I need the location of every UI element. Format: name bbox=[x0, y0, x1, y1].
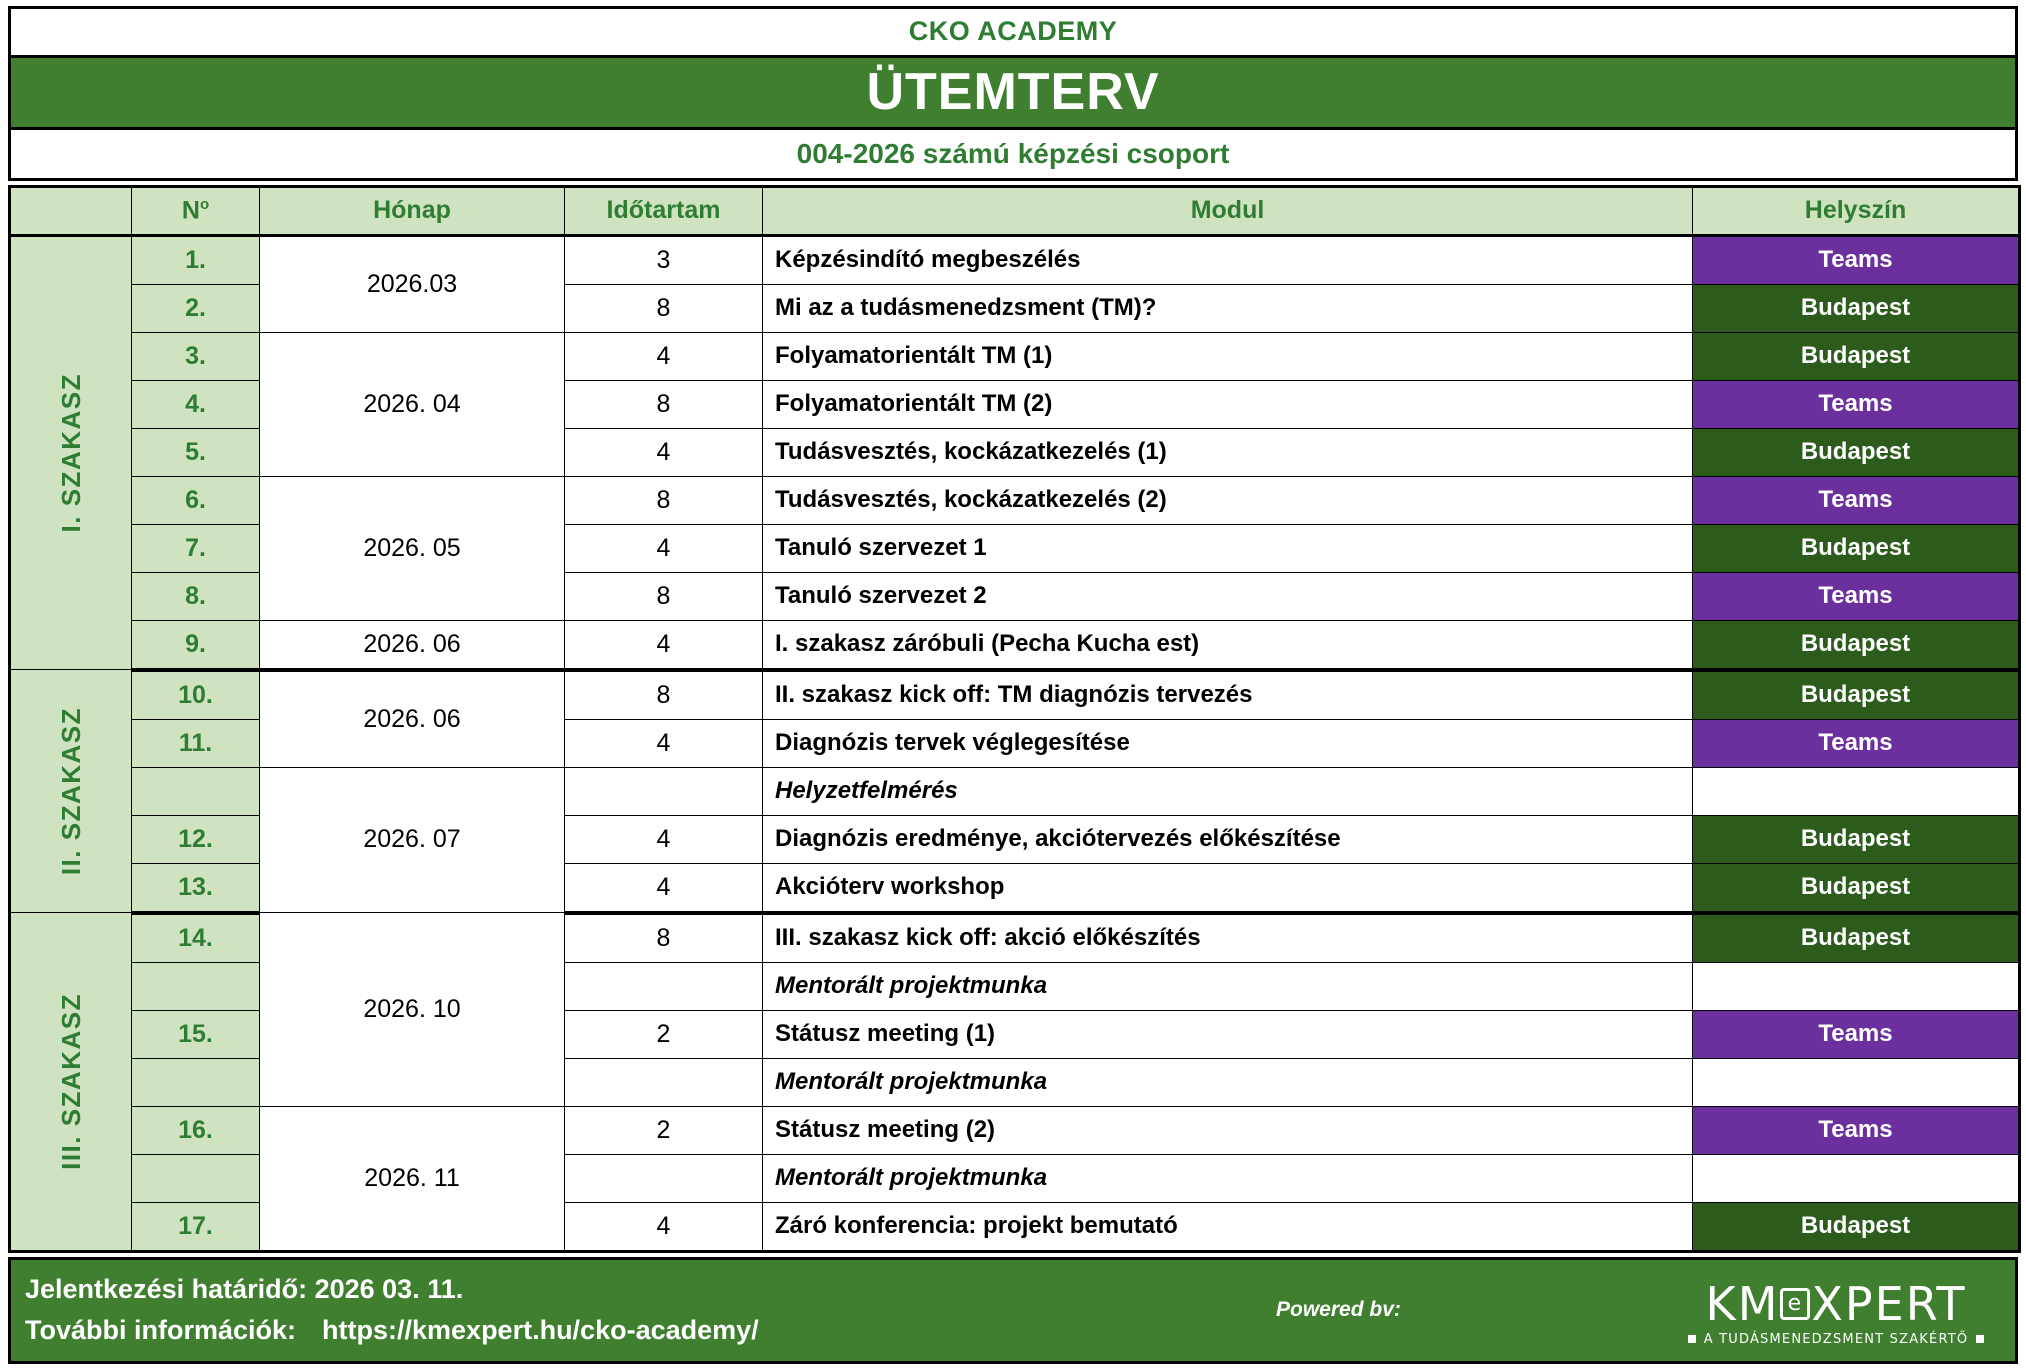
module-cell: Mentorált projektmunka bbox=[763, 1058, 1693, 1106]
square-bullet-right-icon bbox=[1976, 1335, 1984, 1343]
footer-band bbox=[8, 1257, 2018, 1364]
duration-cell: 4 bbox=[565, 620, 763, 670]
location-badge: Budapest bbox=[1693, 1202, 2020, 1251]
module-cell: Mi az a tudásmenedzsment (TM)? bbox=[763, 284, 1693, 332]
schedule-table bbox=[8, 185, 2021, 1253]
table-row bbox=[10, 767, 2020, 815]
duration-cell: 2 bbox=[565, 1010, 763, 1058]
row-number-cell bbox=[132, 1154, 260, 1202]
row-number-cell: 1. bbox=[132, 235, 260, 284]
column-header-phase bbox=[10, 186, 132, 235]
logo-part-1: KM bbox=[1705, 1276, 1780, 1331]
module-cell: Mentorált projektmunka bbox=[763, 962, 1693, 1010]
month-cell: 2026. 07 bbox=[260, 767, 565, 913]
duration-cell: 4 bbox=[565, 719, 763, 767]
location-badge bbox=[1693, 767, 2020, 815]
month-cell: 2026. 06 bbox=[260, 620, 565, 670]
location-badge: Budapest bbox=[1693, 815, 2020, 863]
duration-cell: 8 bbox=[565, 670, 763, 720]
month-cell: 2026. 06 bbox=[260, 670, 565, 768]
duration-cell bbox=[565, 962, 763, 1010]
phase-label-cell bbox=[10, 235, 132, 670]
row-number-cell: 14. bbox=[132, 913, 260, 963]
month-cell: 2026. 11 bbox=[260, 1106, 565, 1251]
row-number-cell: 5. bbox=[132, 428, 260, 476]
module-cell: Tanuló szervezet 2 bbox=[763, 572, 1693, 620]
module-cell: Helyzetfelmérés bbox=[763, 767, 1693, 815]
table-row bbox=[10, 620, 2020, 670]
phase-label-cell bbox=[10, 670, 132, 913]
row-number-cell: 3. bbox=[132, 332, 260, 380]
row-number-cell: 13. bbox=[132, 863, 260, 913]
module-cell: II. szakasz kick off: TM diagnózis tervezés bbox=[763, 670, 1693, 720]
subtitle-band bbox=[8, 130, 2018, 181]
row-number-cell: 15. bbox=[132, 1010, 260, 1058]
module-cell: I. szakasz záróbuli (Pecha Kucha est) bbox=[763, 620, 1693, 670]
duration-cell: 4 bbox=[565, 428, 763, 476]
row-number-cell: 10. bbox=[132, 670, 260, 720]
table-row bbox=[10, 235, 2020, 284]
module-cell: Folyamatorientált TM (2) bbox=[763, 380, 1693, 428]
location-badge: Budapest bbox=[1693, 284, 2020, 332]
phase-label: I. SZAKASZ bbox=[55, 373, 86, 533]
module-cell: Diagnózis tervek véglegesítése bbox=[763, 719, 1693, 767]
row-number-cell: 12. bbox=[132, 815, 260, 863]
row-number-cell: 2. bbox=[132, 284, 260, 332]
row-number-cell: 8. bbox=[132, 572, 260, 620]
table-row bbox=[10, 332, 2020, 380]
month-cell: 2026. 05 bbox=[260, 476, 565, 620]
month-cell: 2026. 10 bbox=[260, 913, 565, 1107]
location-badge: Teams bbox=[1693, 476, 2020, 524]
row-number-cell: 17. bbox=[132, 1202, 260, 1251]
row-number-cell bbox=[132, 962, 260, 1010]
table-row bbox=[10, 476, 2020, 524]
module-cell: Akcióterv workshop bbox=[763, 863, 1693, 913]
row-number-cell: 6. bbox=[132, 476, 260, 524]
powered-by-label: Powered bv: bbox=[1276, 1297, 1401, 1321]
month-cell: 2026. 04 bbox=[260, 332, 565, 476]
phase-label: II. SZAKASZ bbox=[55, 707, 86, 876]
location-badge: Teams bbox=[1693, 380, 2020, 428]
brand-title: CKO ACADEMY bbox=[908, 16, 1118, 47]
duration-cell: 3 bbox=[565, 235, 763, 284]
location-badge: Budapest bbox=[1693, 913, 2020, 963]
column-header-no: $N^o$ bbox=[132, 186, 260, 235]
location-badge: Budapest bbox=[1693, 620, 2020, 670]
module-cell: Diagnózis eredménye, akciótervezés előkészítése bbox=[763, 815, 1693, 863]
location-badge bbox=[1693, 962, 2020, 1010]
location-badge: Budapest bbox=[1693, 428, 2020, 476]
column-header-location: Helyszín bbox=[1693, 186, 2020, 235]
location-badge: Budapest bbox=[1693, 670, 2020, 720]
kmexpert-logo bbox=[1671, 1272, 2001, 1356]
table-body bbox=[10, 235, 2020, 1251]
main-title-band bbox=[8, 55, 2018, 130]
duration-cell bbox=[565, 767, 763, 815]
module-cell: Státusz meeting (1) bbox=[763, 1010, 1693, 1058]
logo-part-2: XPERT bbox=[1811, 1276, 1967, 1331]
column-header-module: Modul bbox=[763, 186, 1693, 235]
logo-tagline-text: A TUDÁSMENEDZSMENT SZAKÉRTŐ bbox=[1703, 1331, 1969, 1347]
month-cell: 2026.03 bbox=[260, 235, 565, 332]
location-badge: Budapest bbox=[1693, 332, 2020, 380]
duration-cell: 8 bbox=[565, 476, 763, 524]
column-header-duration: Időtartam bbox=[565, 186, 763, 235]
duration-cell: 8 bbox=[565, 913, 763, 963]
logo-wordmark bbox=[1705, 1276, 1967, 1331]
location-badge: Budapest bbox=[1693, 524, 2020, 572]
duration-cell: 8 bbox=[565, 380, 763, 428]
module-cell: Tudásvesztés, kockázatkezelés (1) bbox=[763, 428, 1693, 476]
location-badge: Budapest bbox=[1693, 863, 2020, 913]
brand-band bbox=[8, 6, 2018, 55]
more-info-url[interactable]: https://kmexpert.hu/cko-academy/ bbox=[322, 1315, 759, 1346]
location-badge: Teams bbox=[1693, 1106, 2020, 1154]
logo-e-badge-icon: e bbox=[1780, 1288, 1810, 1320]
column-header-month: Hónap bbox=[260, 186, 565, 235]
location-badge bbox=[1693, 1058, 2020, 1106]
duration-cell: 4 bbox=[565, 524, 763, 572]
row-number-cell: 4. bbox=[132, 380, 260, 428]
row-number-cell bbox=[132, 1058, 260, 1106]
duration-cell: 8 bbox=[565, 284, 763, 332]
location-badge: Teams bbox=[1693, 235, 2020, 284]
module-cell: Folyamatorientált TM (1) bbox=[763, 332, 1693, 380]
row-number-cell: 16. bbox=[132, 1106, 260, 1154]
module-cell: Státusz meeting (2) bbox=[763, 1106, 1693, 1154]
row-number-cell: 9. bbox=[132, 620, 260, 670]
table-header-row bbox=[10, 186, 2020, 235]
module-cell: III. szakasz kick off: akció előkészítés bbox=[763, 913, 1693, 963]
square-bullet-left-icon bbox=[1688, 1335, 1696, 1343]
duration-cell: 4 bbox=[565, 863, 763, 913]
group-subtitle: 004-2026 számú képzési csoport bbox=[796, 137, 1230, 169]
duration-cell: 2 bbox=[565, 1106, 763, 1154]
table-row bbox=[10, 913, 2020, 963]
application-deadline: Jelentkezési határidő: 2026 03. 11. bbox=[25, 1274, 464, 1305]
page-title: ÜTEMTERV bbox=[866, 63, 1160, 122]
location-badge: Teams bbox=[1693, 1010, 2020, 1058]
duration-cell bbox=[565, 1058, 763, 1106]
module-cell: Képzésindító megbeszélés bbox=[763, 235, 1693, 284]
logo-tagline bbox=[1688, 1332, 1985, 1347]
duration-cell: 4 bbox=[565, 1202, 763, 1251]
table-row bbox=[10, 1106, 2020, 1154]
module-cell: Tanuló szervezet 1 bbox=[763, 524, 1693, 572]
duration-cell: 4 bbox=[565, 332, 763, 380]
location-badge: Teams bbox=[1693, 572, 2020, 620]
phase-label-cell bbox=[10, 913, 132, 1252]
module-cell: Záró konferencia: projekt bemutató bbox=[763, 1202, 1693, 1251]
location-badge bbox=[1693, 1154, 2020, 1202]
more-info-label: További információk: bbox=[25, 1315, 297, 1346]
duration-cell: 4 bbox=[565, 815, 763, 863]
row-number-cell bbox=[132, 767, 260, 815]
table-row bbox=[10, 670, 2020, 720]
location-badge: Teams bbox=[1693, 719, 2020, 767]
phase-label: III. SZAKASZ bbox=[55, 992, 86, 1170]
duration-cell bbox=[565, 1154, 763, 1202]
module-cell: Tudásvesztés, kockázatkezelés (2) bbox=[763, 476, 1693, 524]
module-cell: Mentorált projektmunka bbox=[763, 1154, 1693, 1202]
row-number-cell: 11. bbox=[132, 719, 260, 767]
row-number-cell: 7. bbox=[132, 524, 260, 572]
duration-cell: 8 bbox=[565, 572, 763, 620]
